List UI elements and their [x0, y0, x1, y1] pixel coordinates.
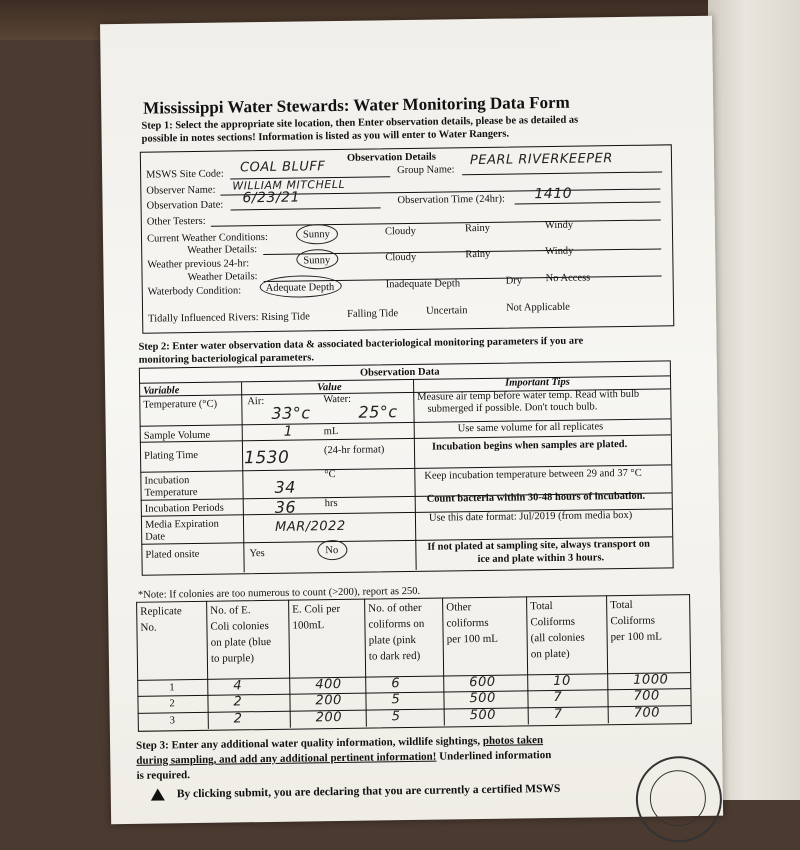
observation-time-label: Observation Time (24hr):: [397, 193, 505, 207]
counts-cell-value: 500: [469, 690, 496, 707]
counts-cell-value: 2: [233, 711, 243, 727]
counts-header-cell: Coli colonies: [210, 619, 269, 633]
current-weather-rainy: Rainy: [464, 222, 491, 235]
form-title: Mississippi Water Stewards: Water Monitoring Data Form: [143, 92, 570, 118]
sample-volume-value: 1: [283, 423, 294, 440]
data-form-sheet: [100, 16, 723, 824]
counts-cell-value: 400: [315, 676, 342, 693]
prev-weather-label: Weather previous 24-hr:: [147, 258, 250, 271]
waterbody-dry: Dry: [505, 275, 523, 287]
tidal-rivers-label: Tidally Influenced Rivers: Rising Tide: [148, 311, 311, 325]
plating-time-value: 1530: [243, 447, 290, 469]
step2-line2: monitoring bacteriological parameters.: [138, 352, 315, 366]
temperature-tip-2: submerged if possible. Don't touch bulb.: [427, 401, 598, 415]
tidal-uncertain: Uncertain: [425, 305, 468, 317]
declaration-text: By clicking submit, you are declaring that you are currently a certified MSWS: [176, 782, 561, 801]
counts-cell-value: 200: [315, 709, 343, 726]
observation-date-label: Observation Date:: [146, 199, 224, 212]
counts-cell-value: 700: [633, 688, 660, 704]
plated-onsite-no: No: [325, 544, 339, 557]
media-expiration-tip: Use this date format: Jul/2019 (from media box): [428, 509, 633, 524]
step1-line1: Step 1: Select the appropriate site location, then Enter observation details, please be as detailed as: [141, 114, 579, 132]
col-value-header: Value: [317, 381, 342, 394]
counts-header-cell: plate (pink: [368, 633, 417, 647]
plated-onsite-tip-2: ice and plate within 3 hours.: [477, 552, 605, 566]
counts-header-cell: 100mL: [292, 619, 325, 632]
tidal-falling: Falling Tide: [347, 308, 399, 320]
incubation-period-value: 36: [274, 497, 297, 517]
counts-cell-value: 4: [233, 678, 243, 694]
sample-volume-tip: Use same volume for all replicates: [457, 421, 604, 435]
counts-header-cell: No. of other: [368, 601, 422, 615]
sample-volume-label: Sample Volume: [143, 429, 211, 442]
background-paper-stack: [708, 0, 800, 800]
waterbody-inadequate: Inadequate Depth: [385, 278, 461, 291]
counts-cell-value: 6: [391, 676, 401, 692]
plating-time-tip: Incubation begins when samples are plated.: [431, 438, 628, 453]
incubation-period-tip: Count bacteria within 30-48 hours of incubation.: [426, 490, 646, 505]
counts-cell-value: 5: [391, 709, 401, 725]
counts-header-cell: (all colonies: [530, 631, 585, 645]
counts-header-cell: Coliforms: [610, 614, 656, 628]
replicate-number: 2: [169, 698, 175, 710]
counts-header-cell: per 100 mL: [446, 632, 499, 646]
observation-date-value: 6/23/21: [242, 189, 301, 207]
water-label: Water:: [323, 393, 352, 406]
current-weather-label: Current Weather Conditions:: [146, 231, 268, 245]
counts-header-cell: to dark red): [368, 649, 421, 663]
site-code-label: MSWS Site Code:: [146, 168, 224, 181]
step3-line1-text: Step 3: Enter any additional water quality information, wildlife sightings,: [136, 734, 483, 752]
msws-seal-icon: [635, 756, 722, 843]
counts-header-cell: Total: [530, 600, 553, 613]
colonies-note: *Note: If colonies are too numerous to count (>200), report as 250.: [137, 585, 421, 601]
sample-volume-unit: mL: [323, 425, 339, 438]
counts-header-cell: No. of E.: [210, 604, 251, 617]
prev-weather-details-label: Weather Details:: [187, 271, 258, 284]
media-expiration-label-1: Media Expiration: [144, 518, 219, 531]
plating-time-label: Plating Time: [143, 449, 199, 462]
counts-cell-value: 5: [391, 692, 401, 708]
counts-cell-value: 7: [553, 706, 563, 723]
prev-weather-windy: Windy: [545, 245, 574, 258]
counts-header-cell: to purple): [210, 652, 255, 665]
counts-header-cell: Replicate: [140, 605, 182, 618]
waterbody-label: Waterbody Condition:: [147, 285, 242, 298]
step3-line2-text: Underlined information: [436, 749, 552, 763]
step1-line2: possible in notes sections! Information is listed as you will enter to Water Rangers.: [141, 128, 510, 145]
media-expiration-value: MAR/2022: [274, 518, 346, 535]
air-temp-value: 33°c: [271, 403, 311, 423]
counts-header-cell: Other: [446, 601, 472, 614]
plating-time-unit: (24-hr format): [323, 444, 385, 457]
col-tips-header: Important Tips: [505, 376, 570, 389]
tidal-not-applicable: Not Applicable: [505, 301, 570, 314]
air-label: Air:: [247, 396, 265, 408]
replicate-number: 1: [169, 682, 175, 694]
plated-onsite-label: Plated onsite: [145, 548, 200, 561]
observation-details-header: Observation Details: [346, 151, 436, 164]
incubation-period-label: Incubation Periods: [144, 502, 224, 515]
step3-line3: is required.: [136, 769, 190, 782]
prev-weather-sunny: Sunny: [303, 255, 331, 267]
prev-weather-rainy: Rainy: [465, 248, 491, 261]
seal-inner-ring: [650, 770, 707, 827]
counts-cell-value: 500: [469, 707, 497, 724]
plated-onsite-tip-1: If not plated at sampling site, always transport on: [427, 538, 650, 553]
temperature-tip-1: Measure air temp before water temp. Read with bulb: [417, 388, 640, 403]
replicate-number: 3: [169, 715, 176, 727]
media-expiration-label-2: Date: [145, 531, 166, 543]
group-name-label: Group Name:: [397, 164, 455, 177]
counts-header-cell: per 100 mL: [610, 630, 663, 644]
counts-cell-value: 200: [315, 692, 342, 709]
site-code-value: COAL BLUFF: [239, 159, 326, 176]
waterbody-no-access: No Access: [545, 272, 591, 285]
incubation-temp-label-2: Temperature: [144, 486, 198, 499]
counts-header-cell: on plate (blue: [210, 635, 272, 649]
prev-weather-cloudy: Cloudy: [385, 251, 417, 264]
incubation-temp-value: 34: [274, 477, 297, 497]
observation-data-header: Observation Data: [359, 366, 440, 379]
step3-line2: [136, 749, 551, 767]
counts-header-cell: Coliforms: [530, 615, 576, 629]
counts-header-cell: E. Coli per: [292, 602, 341, 616]
observation-time-value: 1410: [534, 185, 573, 203]
incubation-temp-label-1: Incubation: [144, 475, 190, 487]
waterbody-adequate: Adequate Depth: [265, 282, 335, 294]
warning-icon: [151, 788, 165, 800]
group-name-value: PEARL RIVERKEEPER: [469, 151, 613, 169]
current-weather-sunny: Sunny: [302, 229, 330, 241]
water-temp-value: 25°c: [358, 402, 398, 422]
counts-header-cell: Total: [610, 598, 633, 612]
step3-pertinent-info: during sampling, and add any additional pertinent information!: [136, 750, 437, 767]
counts-header-cell: coliforms: [446, 616, 489, 630]
incubation-temp-unit: °C: [324, 469, 336, 481]
col-variable-header: Variable: [143, 385, 180, 397]
current-weather-windy: Windy: [544, 219, 574, 232]
current-weather-details-label: Weather Details:: [187, 244, 258, 257]
counts-cell-value: 2: [233, 694, 243, 710]
counts-header-cell: No.: [140, 621, 157, 634]
current-weather-cloudy: Cloudy: [384, 225, 416, 238]
counts-cell-value: 1000: [633, 672, 669, 688]
incubation-period-unit: hrs: [324, 498, 338, 510]
counts-cell-value: 700: [633, 705, 661, 721]
temperature-label: Temperature (°C): [143, 398, 218, 411]
other-testers-label: Other Testers:: [146, 215, 206, 228]
counts-header-cell: coliforms on: [368, 617, 425, 631]
plated-onsite-yes: Yes: [249, 548, 265, 560]
incubation-temp-tip: Keep incubation temperature between 29 and 37 °C: [424, 467, 642, 482]
observer-name-label: Observer Name:: [146, 184, 216, 197]
counts-cell-value: 7: [553, 689, 563, 706]
observer-name-value: WILLIAM MITCHELL: [232, 177, 346, 193]
counts-header-cell: on plate): [530, 647, 570, 661]
counts-cell-value: 10: [553, 673, 571, 690]
counts-cell-value: 600: [469, 674, 496, 691]
step2-line1: Step 2: Enter water observation data & associated bacteriological monitoring parameters if you are: [138, 335, 584, 353]
step3-photos-taken: photos taken: [482, 734, 544, 747]
